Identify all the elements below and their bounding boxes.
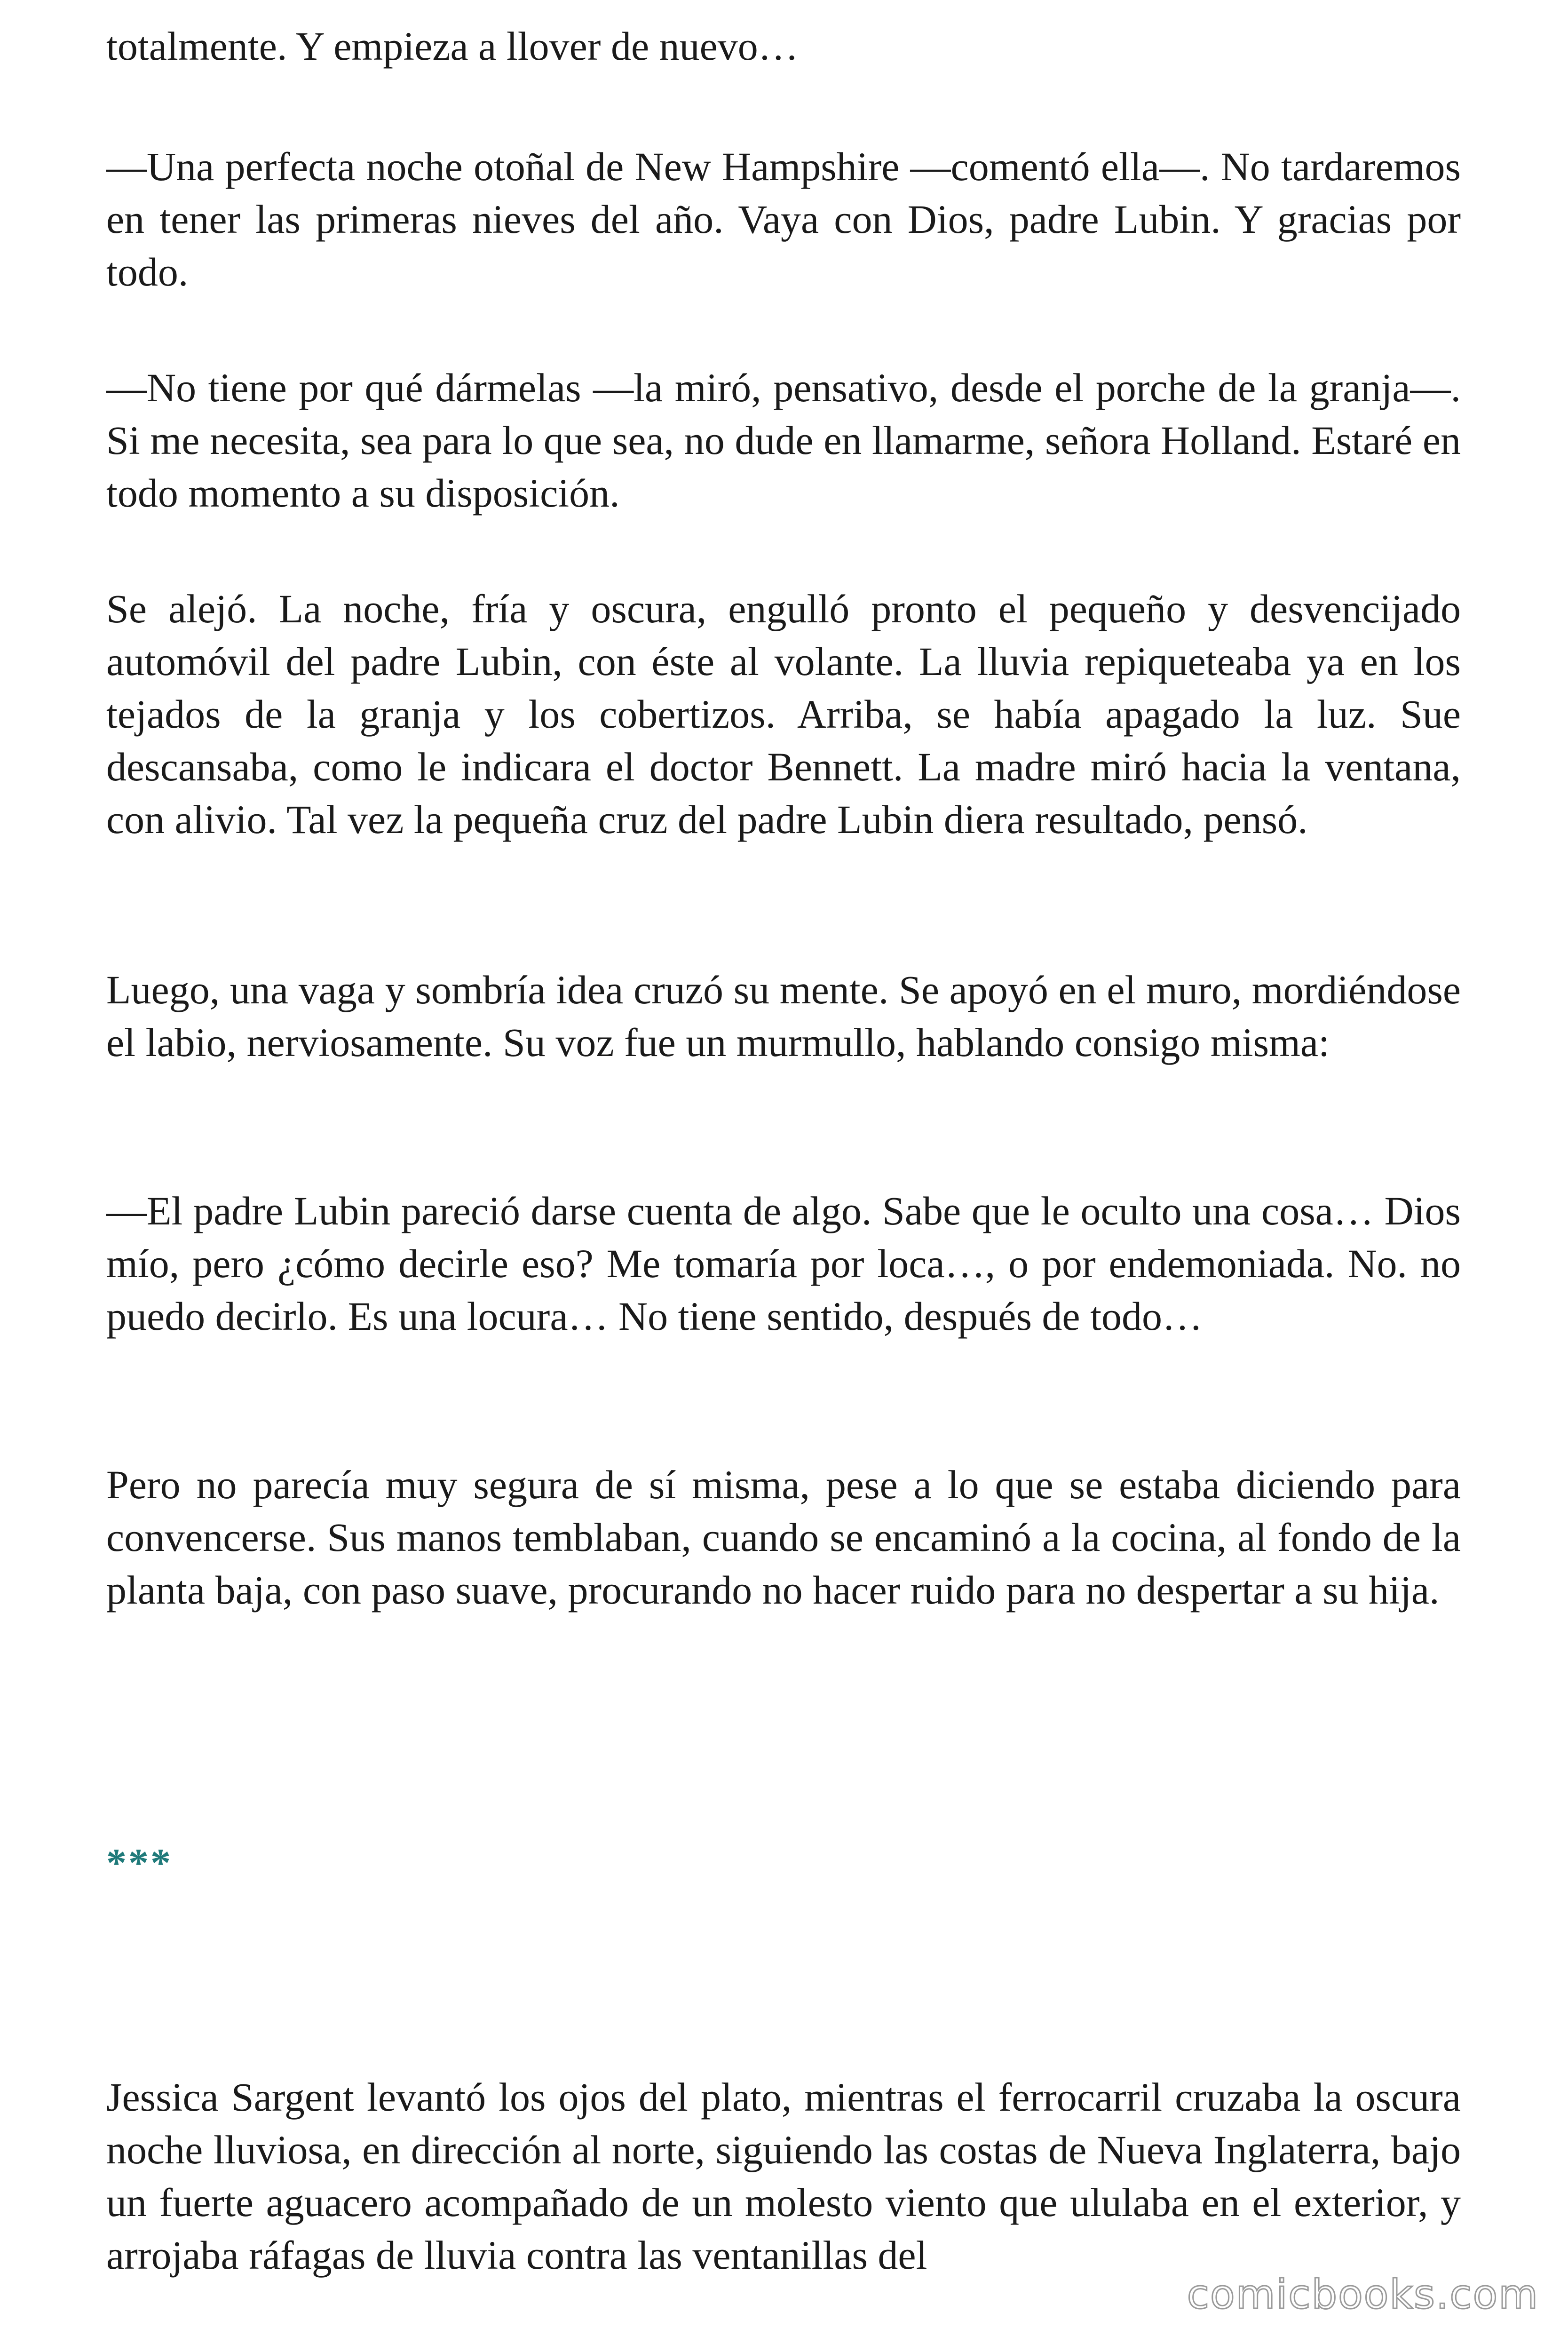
section-separator: *** [106, 1840, 173, 1885]
paragraph-1: totalmente. Y empieza a llover de nuevo… [106, 24, 799, 69]
paragraph-4: Se alejó. La noche, fría y oscura, engulló pronto el pequeño y desvencijado automóvil del padre Lubin, con éste al volante. La lluvia repiqueteaba ya en los tejados de la granja y los cobertizos. Arriba, se había apagado la luz. Sue descansaba, como le indicara el doctor Bennett. La madre miró hacia la ventana, con alivio. Tal vez la pequeña cruz del padre Lubin diera resultado, pensó. [106, 586, 1461, 842]
paragraph-8: Jessica Sargent levantó los ojos del plato, mientras el ferrocarril cruzaba la oscura noche lluviosa, en dirección al norte, siguiendo las costas de Nueva Inglaterra, bajo un fuerte aguacero acompañado de un molesto viento que ululaba en el exterior, y arrojaba ráfagas de lluvia contra las ventanillas del [106, 2074, 1461, 2278]
paragraph-3: —No tiene por qué dármelas —la miró, pensativo, desde el porche de la granja—. Si me necesita, sea para lo que sea, no dude en llamarme, señora Holland. Estaré en todo momento a su disposición. [106, 365, 1461, 516]
paragraph-2: —Una perfecta noche otoñal de New Hampshire —comentó ella—. No tardaremos en tener las primeras nieves del año. Vaya con Dios, padre Lubin. Y gracias por todo. [106, 144, 1461, 294]
paragraph-5: Luego, una vaga y sombría idea cruzó su mente. Se apoyó en el muro, mordiéndose el labio, nerviosamente. Su voz fue un murmullo, hablando consigo misma: [106, 967, 1461, 1065]
watermark: comicbooks.com [1187, 2271, 1539, 2318]
paragraph-7: Pero no parecía muy segura de sí misma, pese a lo que se estaba diciendo para convencerse. Sus manos temblaban, cuando se encaminó a la cocina, al fondo de la planta baja, con paso suave, procurando no hacer ruido para no despertar a su hija. [106, 1462, 1461, 1613]
paragraph-6: —El padre Lubin pareció darse cuenta de algo. Sabe que le oculto una cosa… Dios mío, pero ¿cómo decirle eso? Me tomaría por loca…, o por endemoniada. No. no puedo decirlo. Es una locura… No tiene sentido, después de todo… [106, 1188, 1461, 1339]
